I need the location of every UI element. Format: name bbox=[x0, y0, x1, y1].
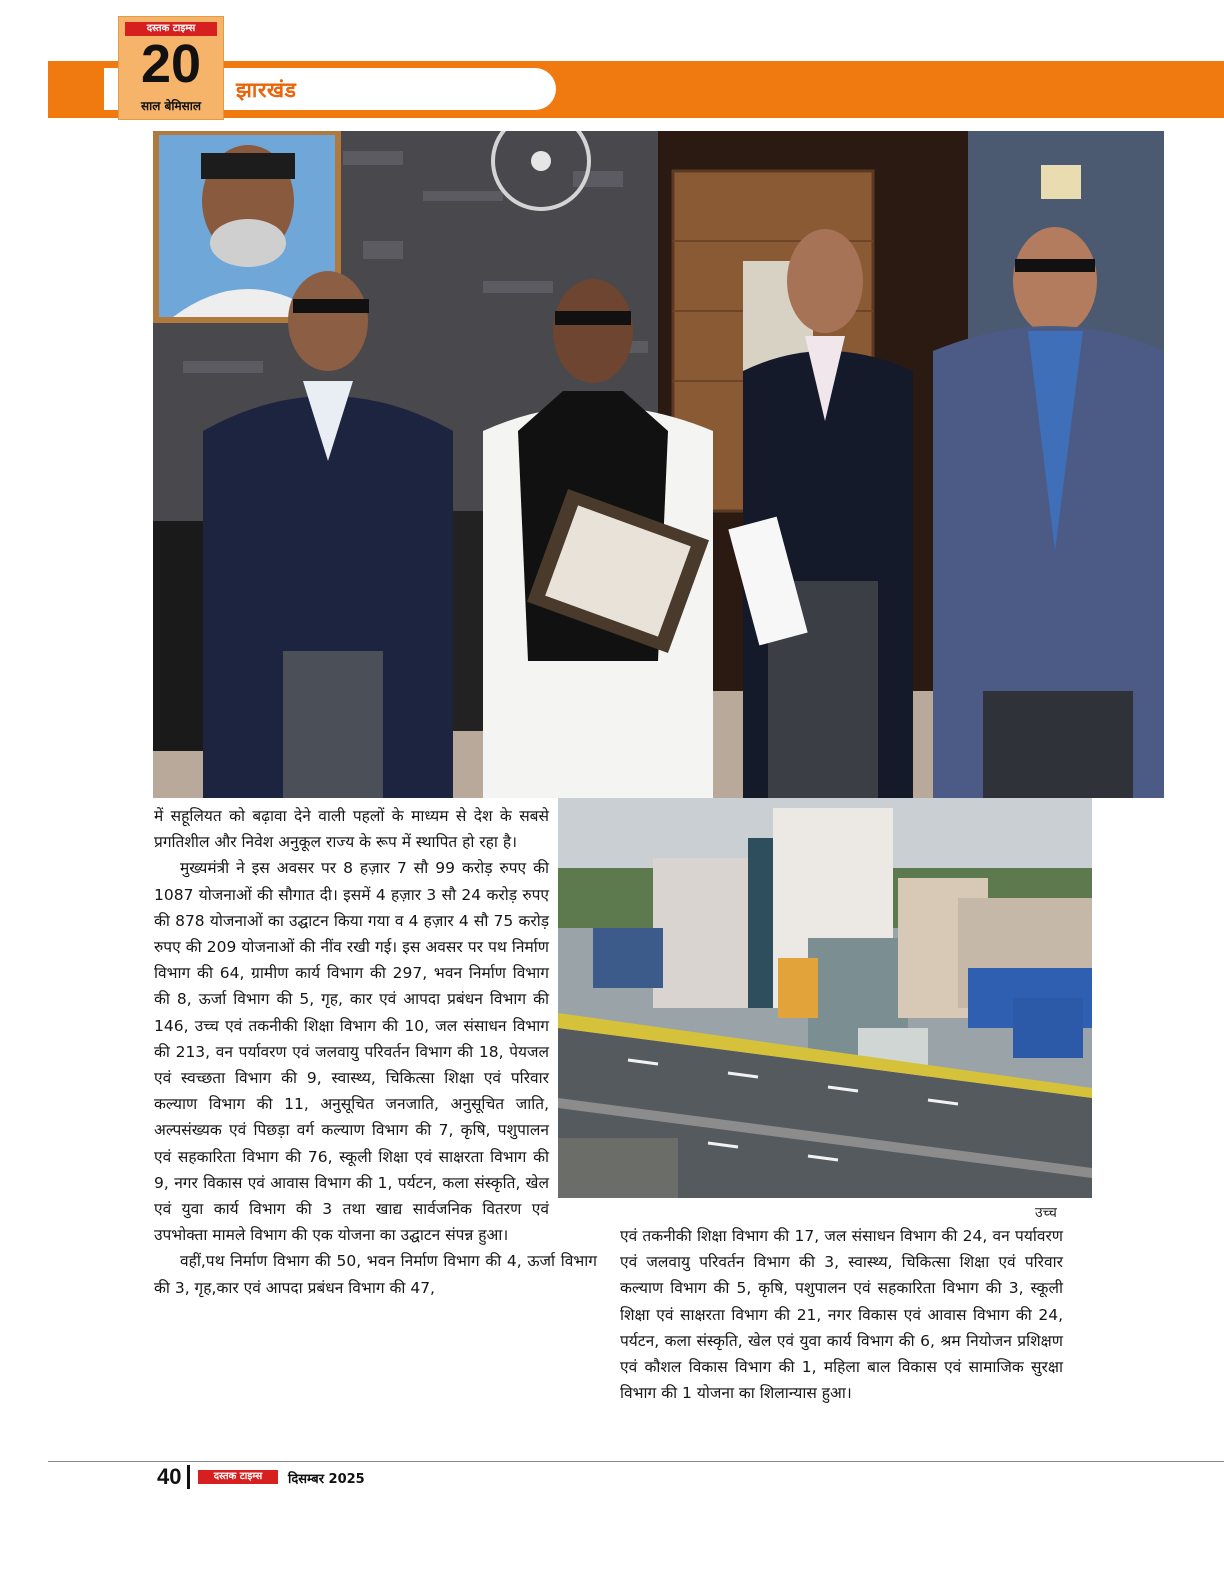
article-paragraph: में सहूलियत को बढ़ावा देने वाली पहलों के माध्यम से देश के सबसे प्रगतिशील और निवेश अनुकूल राज्य के रूप में स्थापित हो रहा है। bbox=[154, 807, 549, 852]
article-paragraph: एवं तकनीकी शिक्षा विभाग की 17, जल संसाधन विभाग की 24, वन पर्यावरण एवं जलवायु परिवर्तन विभाग की 3, स्वास्थ्य, चिकित्सा शिक्षा एवं परिवार कल्याण विभाग की 5, कृषि, पशुपालन एवं सहकारिता विभाग की 3, स्कूली शिक्षा एवं साक्षरता विभाग की 21, नगर विकास एवं आवास विभाग की 24, पर्यटन, कला संस्कृति, खेल एवं युवा कार्य विभाग की 6, श्रम नियोजन प्रशिक्षण एवं कौशल विकास विभाग की 1, महिला बाल विकास एवं सामाजिक सुरक्षा विभाग की 1 योजना का शिलान्यास हुआ। bbox=[620, 1227, 1063, 1403]
article-column-left bbox=[154, 803, 597, 1301]
article-paragraph: मुख्यमंत्री ने इस अवसर पर 8 हज़ार 7 सौ 99 करोड़ रुपए की 1087 योजनाओं की सौगात दी। इसमें 4 हज़ार 3 सौ 24 करोड़ रुपए की 878 योजनाओं का उद्घाटन किया गया व 4 हज़ार 4 सौ 75 करोड़ रुपए की 209 योजनाओं की नींव रखी गई। इस अवसर पर पथ निर्माण विभाग की 64, ग्रामीण कार्य विभाग की 297, भवन निर्माण विभाग की 8, ऊर्जा विभाग की 5, गृह, कार एवं आपदा प्रबंधन विभाग की 146, उच्च एवं तकनीकी शिक्षा विभाग की 10, जल संसाधन विभाग की 213, वन पर्यावरण एवं जलवायु परिवर्तन विभाग की 18, पेयजल एवं स्वच्छता विभाग की 9, स्वास्थ्य, चिकित्सा शिक्षा एवं परिवार कल्याण विभाग की 11, अनुसूचित जनजाति, अनुसूचित जाति, अल्पसंख्यक एवं पिछड़ा वर्ग कल्याण विभाग की 7, कृषि, पशुपालन एवं सहकारिता विभाग की 76, स्कूली शिक्षा एवं साक्षरता विभाग की 9, नगर विकास एवं आवास विभाग की 1, पर्यटन, कला संस्कृति, खेल एवं युवा कार्य विभाग की 3 तथा खाद्य सार्वजनिक वितरण एवं उपभोक्ता मामले विभाग की एक योजना का उद्घाटन संपन्न हुआ। bbox=[154, 859, 549, 1245]
footer-rule bbox=[48, 1461, 1224, 1462]
section-title: झारखंड bbox=[236, 78, 297, 102]
page-number: 40 bbox=[157, 1464, 182, 1489]
article-paragraph: वहीं,पथ निर्माण विभाग की 50, भवन निर्माण विभाग की 4, ऊर्जा विभाग की 3, गृह,कार एवं आपदा प्रबंधन विभाग की 47, bbox=[154, 1252, 597, 1297]
photo-caption: उच्च bbox=[1035, 1205, 1057, 1221]
main-photo bbox=[153, 131, 1164, 798]
article-column-right bbox=[620, 1223, 1063, 1406]
footer-divider bbox=[187, 1465, 190, 1489]
city-photo bbox=[558, 798, 1092, 1198]
footer-date: दिसम्बर 2025 bbox=[288, 1472, 365, 1487]
footer-brand-logo: दस्तक टाइम्स bbox=[198, 1470, 278, 1484]
badge-subtitle: साल बेमिसाल bbox=[140, 99, 202, 113]
badge-number: 20 bbox=[140, 34, 202, 94]
badge-brand-logo: दस्तक टाइम्स bbox=[125, 22, 217, 36]
anniversary-badge bbox=[118, 16, 224, 120]
